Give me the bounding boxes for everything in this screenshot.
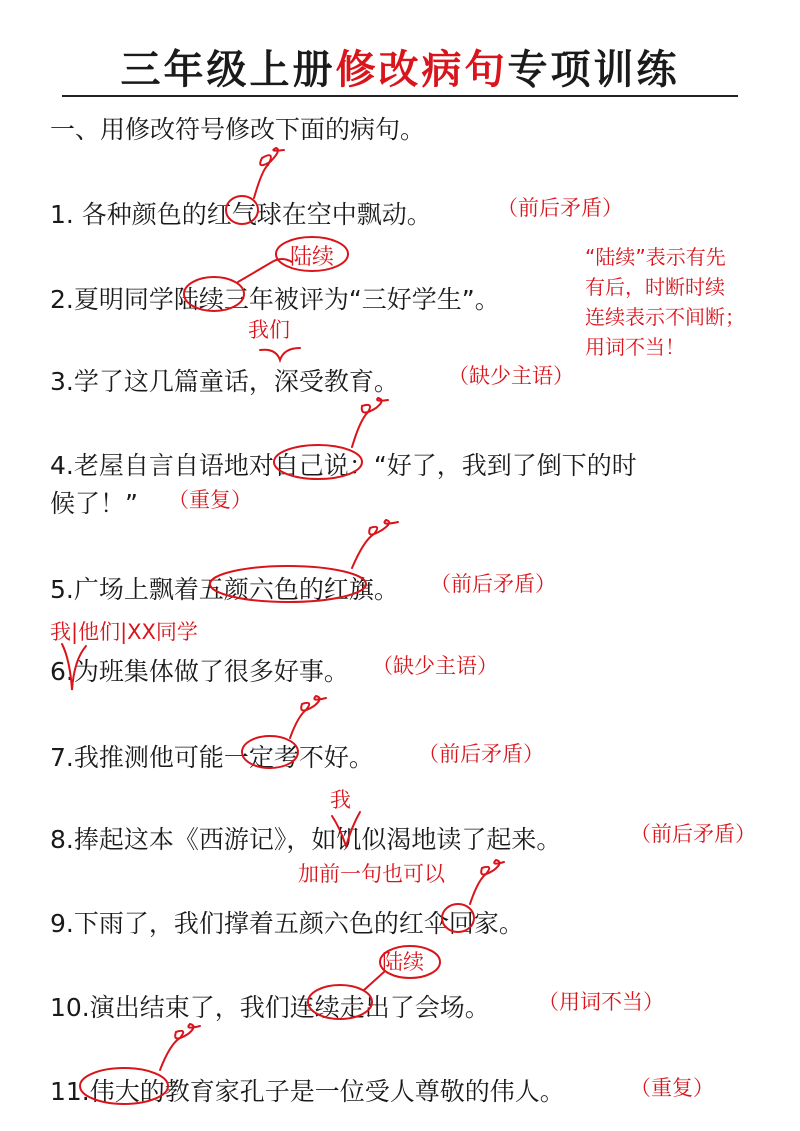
delete-loop-4 <box>352 398 388 447</box>
title-post: 专项训练 <box>507 47 680 93</box>
sentence-10: 10.演出结束了，我们连续走出了会场。 <box>50 993 490 1022</box>
delete-loop-7 <box>290 696 326 738</box>
sentence-9: 9.下雨了，我们撑着五颜六色的红伞回家。 <box>50 909 524 938</box>
note-6: （缺少主语） <box>372 654 498 678</box>
page-title <box>0 38 800 95</box>
sentence-1: 1. 各种颜色的红气球在空中飘动。 <box>50 200 432 229</box>
title-divider <box>62 95 738 97</box>
insert-6: 我|他们|XX同学 <box>50 620 198 644</box>
note-10: （用词不当） <box>538 990 664 1014</box>
sentence-5: 5.广场上飘着五颜六色的红旗。 <box>50 575 399 604</box>
sentence-8: 8.捧起这本《西游记》，如饥似渴地读了起来。 <box>50 825 562 854</box>
margin-line-3: 连续表示不间断； <box>585 305 745 329</box>
insert-3: 我们 <box>248 318 290 342</box>
margin-line-1: “陆续”表示有先 <box>585 245 726 269</box>
title-pre: 三年级上册 <box>120 47 336 93</box>
insert-2: 陆续 <box>290 245 335 270</box>
sentence-7: 7.我推测他可能一定考不好。 <box>50 743 374 772</box>
sentence-11: 11.伟大的教育家孔子是一位受人尊敬的伟人。 <box>50 1077 565 1106</box>
note-7: （前后矛盾） <box>418 742 544 766</box>
sentence-2: 2.夏明同学陆续三年被评为“三好学生”。 <box>50 285 500 314</box>
delete-loop-5 <box>352 520 398 568</box>
note-4: （重复） <box>168 488 252 512</box>
note-5: （前后矛盾） <box>430 572 556 596</box>
insert-10: 陆续 <box>382 950 424 974</box>
margin-line-4: 用词不当！ <box>585 335 685 359</box>
note-1: （前后矛盾） <box>497 196 623 220</box>
sentence-4-cont: 候了！” <box>50 489 138 518</box>
note-11: （重复） <box>630 1076 714 1100</box>
delete-loop-11 <box>160 1024 200 1070</box>
sentence-6: 6.为班集体做了很多好事。 <box>50 657 349 686</box>
sentence-3: 3.学了这几篇童话，深受教育。 <box>50 367 399 396</box>
margin-annotation <box>585 242 785 362</box>
insert-line-2 <box>238 259 292 282</box>
insert-caret-3 <box>260 348 300 360</box>
note-3: （缺少主语） <box>448 364 574 388</box>
extra-note-8: 加前一句也可以 <box>298 862 445 886</box>
sentence-4: 4.老屋自言自语地对自己说：“好了，我到了倒下的时 <box>50 451 637 480</box>
section-heading: 一、用修改符号修改下面的病句。 <box>50 115 426 144</box>
margin-line-2: 有后，时断时续 <box>585 275 725 299</box>
note-8: （前后矛盾） <box>630 822 756 846</box>
title-highlight: 修改病句 <box>335 47 508 93</box>
delete-loop-9 <box>470 860 504 904</box>
insert-8: 我 <box>330 788 351 812</box>
delete-loop-1 <box>254 148 284 198</box>
